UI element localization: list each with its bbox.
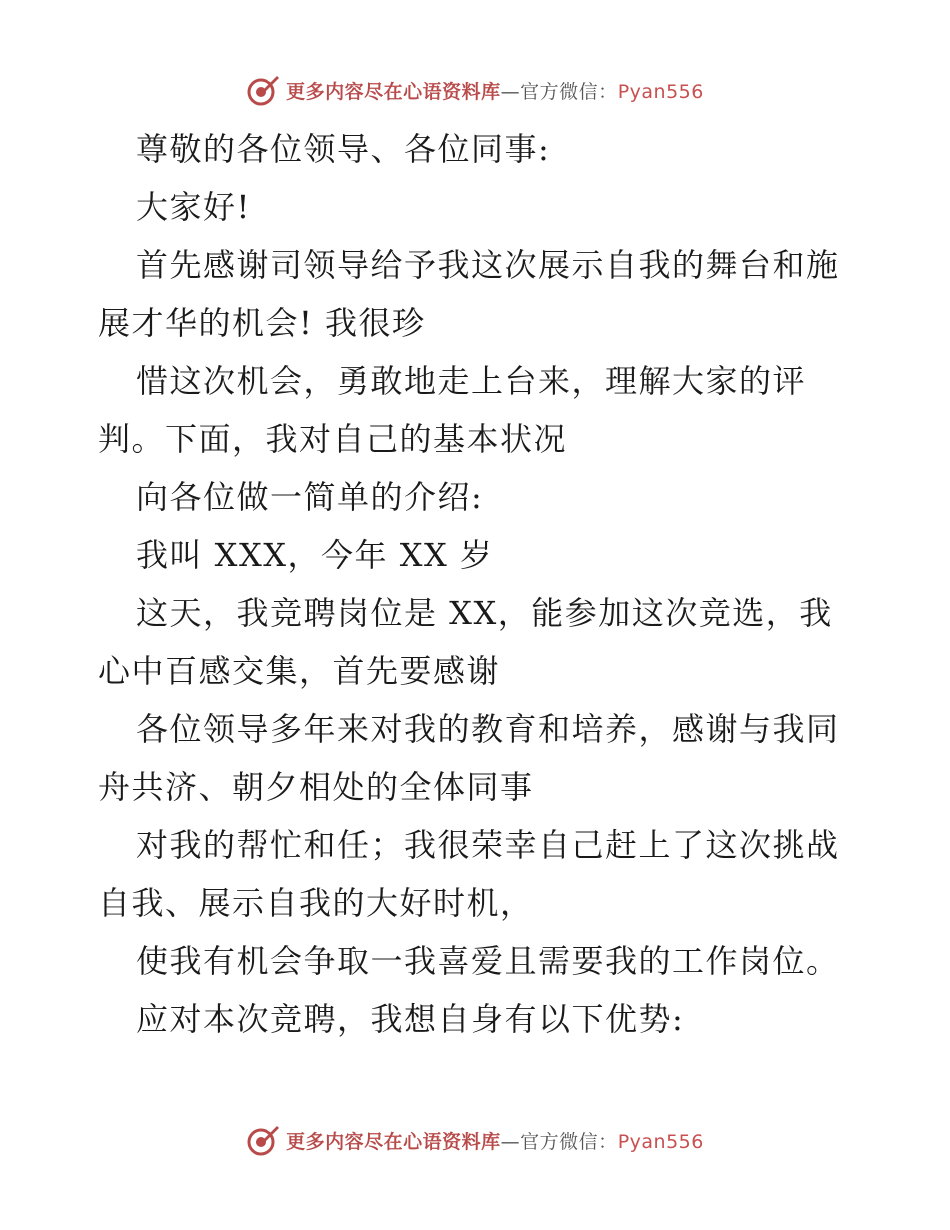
watermark-separator: — [500, 80, 521, 103]
body-line: 各位领导多年来对我的教育和培养，感谢与我同 [136, 710, 840, 748]
footer-watermark [0, 1120, 950, 1160]
body-line: 惜这次机会，勇敢地走上台来，理解大家的评 [136, 362, 807, 400]
body-line: 大家好! [136, 188, 251, 226]
quill-pen-logo-icon [246, 1123, 280, 1157]
watermark-main-text: 更多内容尽在心语资料库 [286, 80, 501, 103]
body-line: 自我、展示自我的大好时机， [98, 884, 534, 922]
body-line: 我叫 XXX，今年 XX 岁 [136, 536, 494, 574]
watermark-contact-label: 官方微信： [520, 1130, 618, 1153]
body-line: 使我有机会争取一我喜爱且需要我的工作岗位。 [136, 942, 840, 980]
body-line: 展才华的机会! 我很珍 [98, 304, 426, 342]
watermark-main-text: 更多内容尽在心语资料库 [286, 1130, 501, 1153]
watermark-contact-id: Pyan556 [617, 80, 704, 103]
body-line: 向各位做一简单的介绍: [136, 478, 484, 516]
body-line: 舟共济、朝夕相处的全体同事 [98, 768, 534, 806]
quill-pen-logo-icon [246, 73, 280, 107]
watermark-text [286, 77, 704, 104]
body-line: 尊敬的各位领导、各位同事: [136, 130, 551, 168]
body-line: 应对本次竞聘，我想自身有以下优势: [136, 1000, 685, 1038]
body-line: 这天，我竞聘岗位是 XX，能参加这次竞选，我 [136, 594, 833, 632]
watermark-contact-label: 官方微信： [520, 80, 618, 103]
body-line: 心中百感交集，首先要感谢 [98, 652, 501, 690]
header-watermark [0, 70, 950, 110]
watermark-separator: — [500, 1130, 521, 1153]
document-body [98, 120, 858, 1048]
body-line: 对我的帮忙和任；我很荣幸自己赶上了这次挑战 [136, 826, 840, 864]
body-line: 首先感谢司领导给予我这次展示自我的舞台和施 [136, 246, 840, 284]
body-line: 判。下面，我对自己的基本状况 [98, 420, 568, 458]
watermark-contact-id: Pyan556 [617, 1130, 704, 1153]
watermark-text [286, 1127, 704, 1154]
